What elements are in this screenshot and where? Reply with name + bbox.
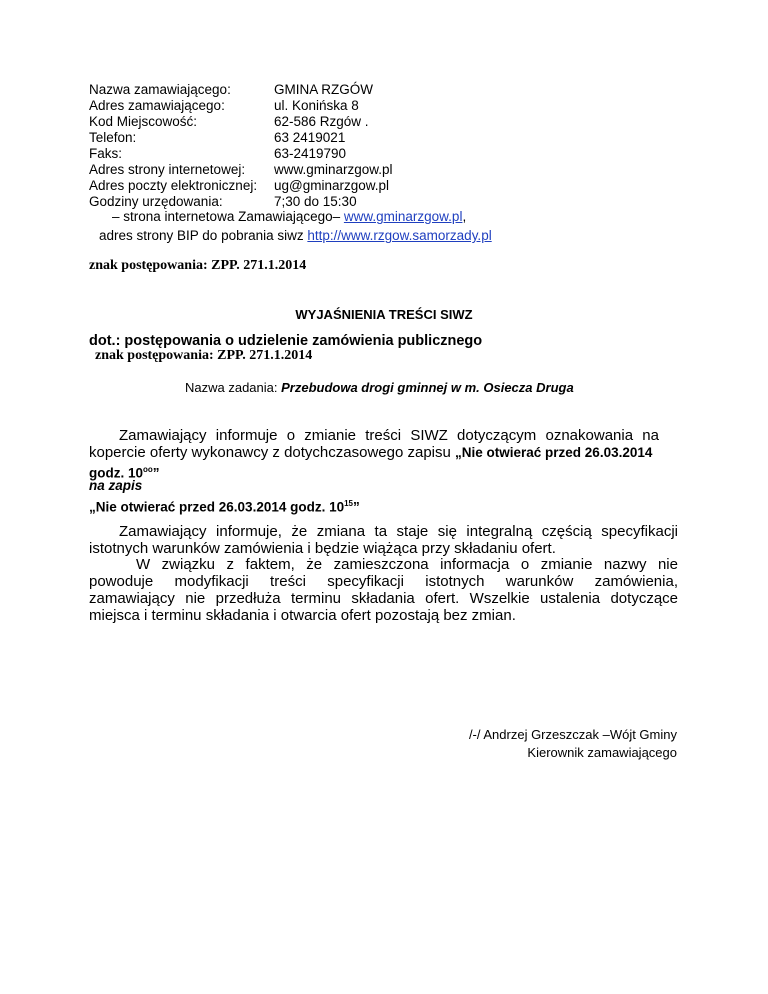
old-marking-quote: „Nie otwierać przed 26.03.2014: [455, 445, 653, 460]
task-label: Nazwa zadania:: [185, 380, 282, 395]
website-line-prefix: – strona internetowa Zamawiającego–: [112, 209, 344, 224]
para2-line2: istotnych warunków zamówienia i będzie wiążąca przy składaniu ofert.: [89, 540, 556, 557]
contact-label: Faks:: [89, 146, 123, 161]
para2-line1: [119, 523, 678, 540]
case-number-secondary: znak postępowania: ZPP. 271.1.2014: [95, 348, 313, 363]
contact-label: Adres zamawiającego:: [89, 98, 225, 113]
new-marking-close: ”: [353, 499, 360, 515]
para1-line1-text: Zamawiający informuje o zmianie treści SIWZ dotyczącym oznakowania na: [119, 427, 659, 444]
website-line-suffix: ,: [462, 209, 467, 224]
contact-label: Adres strony internetowej:: [89, 162, 246, 177]
bip-line-prefix: adres strony BIP do pobrania siwz: [99, 228, 308, 243]
old-marking-time-text: godz. 10: [89, 465, 144, 481]
para1-line2-text: kopercie oferty wykonawcy z dotychczasowego zapisu: [89, 444, 456, 461]
signature-block: [469, 726, 677, 762]
para3-line3: [89, 590, 678, 607]
bip-line: [99, 227, 492, 245]
para3-line3-text: zamawiający nie przedłuża terminu składania ofert. Wszelkie ustalenia dotyczące: [89, 590, 678, 607]
para3-line2-text: powoduje modyfikacji treści specyfikacji istotnych warunków zamówienia,: [89, 573, 678, 590]
na-zapis: na zapis: [89, 478, 143, 493]
website-line: [112, 208, 466, 226]
contact-label: Nazwa zamawiającego:: [89, 82, 231, 97]
case-number: znak postępowania: ZPP. 271.1.2014: [89, 258, 307, 273]
new-marking-text: „Nie otwierać przed 26.03.2014 godz. 10: [89, 499, 345, 515]
contact-value: ug@gminarzgow.pl: [274, 178, 390, 193]
para3-line2: [89, 573, 678, 590]
task-line: [185, 380, 574, 395]
contact-label: Telefon:: [89, 130, 137, 145]
task-name: Przebudowa drogi gminnej w m. Osiecza Druga: [281, 380, 574, 395]
para3-line4: miejsca i terminu składania i otwarcia ofert pozostają bez zmian.: [89, 607, 516, 624]
para3-line1: [136, 556, 678, 573]
para1-line1: [119, 427, 659, 444]
contact-label: Kod Miejscowość:: [89, 114, 198, 129]
contact-value: GMINA RZGÓW: [274, 82, 373, 97]
contact-label: Godziny urzędowania:: [89, 194, 223, 209]
contact-value: 7;30 do 15:30: [274, 194, 357, 209]
subject-line: dot.: postępowania o udzielenie zamówienia publicznego: [89, 333, 483, 349]
contact-value: ul. Konińska 8: [274, 98, 359, 113]
contact-value: 62-586 Rzgów .: [274, 114, 369, 129]
contact-value: 63 2419021: [274, 130, 346, 145]
page-title: WYJAŚNIENIA TREŚCI SIWZ: [295, 307, 473, 322]
contact-value: www.gminarzgow.pl: [274, 162, 393, 177]
old-marking-close: ”: [152, 465, 160, 481]
para3-line1-text: W związku z faktem, że zamieszczona informacja o zmianie nazwy nie: [136, 556, 678, 573]
contact-label: Adres poczty elektronicznej:: [89, 178, 258, 193]
contact-value: 63-2419790: [274, 146, 347, 161]
para2-line1-text: Zamawiający informuje, że zmiana ta staje się integralną częścią specyfikacji: [119, 523, 678, 540]
new-marking: [89, 495, 360, 516]
old-marking-sup: oo: [143, 465, 153, 474]
bip-link[interactable]: http://www.rzgow.samorzady.pl: [307, 228, 492, 243]
signature-name: /-/ Andrzej Grzeszczak –Wójt Gminy: [468, 727, 677, 742]
new-marking-sup: 15: [344, 499, 354, 508]
signature-role: Kierownik zamawiającego: [527, 745, 677, 760]
para1-line2: [89, 444, 652, 461]
website-link[interactable]: www.gminarzgow.pl: [343, 209, 463, 224]
